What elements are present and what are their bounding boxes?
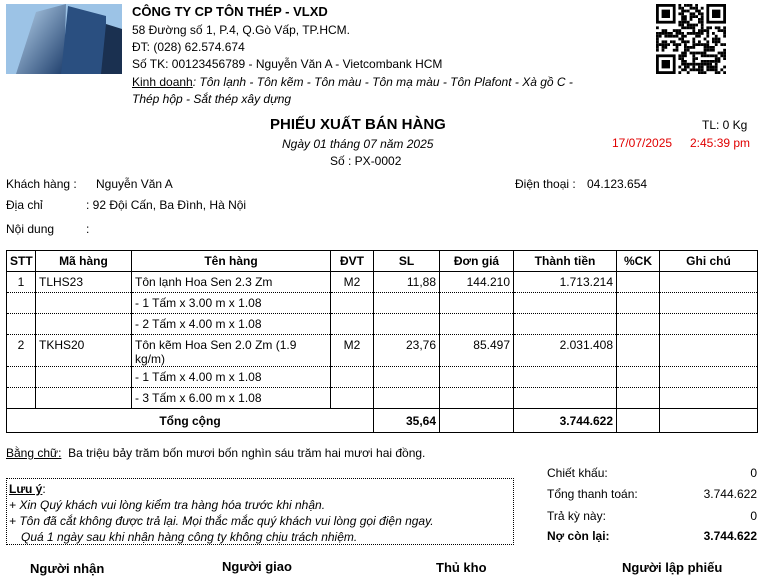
table-cell [660,335,758,367]
table-cell [440,388,514,409]
table-cell: M2 [331,272,374,293]
customer-address: : 92 Đội Cấn, Ba Đình, Hà Nội [86,198,247,212]
summary-total: Tổng thanh toán: 3.744.622 [547,487,757,501]
table-cell [331,293,374,314]
table-cell [36,388,132,409]
company-account: Số TK: 00123456789 - Nguyễn Văn A - Vietcombank HCM [132,57,443,71]
table-cell [660,272,758,293]
table-row [7,293,758,314]
table-cell [331,367,374,388]
total-weight: TL: 0 Kg [702,118,748,132]
column-header: STT [7,251,36,272]
table-cell [660,409,758,433]
company-address: 58 Đường số 1, P.4, Q.Gò Vấp, TP.HCM. [132,23,351,37]
table-cell [36,293,132,314]
doc-date: Ngày 01 tháng 07 năm 2025 [282,137,434,151]
table-cell [374,388,440,409]
print-date: 17/07/2025 [612,136,673,150]
table-cell [7,314,36,335]
table-row [7,367,758,388]
column-header: Ghi chú [660,251,758,272]
table-cell: M2 [331,335,374,367]
print-time: 2:45:39 pm [690,136,751,150]
table-row [7,314,758,335]
table-cell: - 2 Tấm x 4.00 m x 1.08 [132,314,331,335]
table-cell [617,409,660,433]
note-line: Quá 1 ngày sau khi nhận hàng công ty không chịu trách nhiệm. [21,530,358,544]
table-cell [440,367,514,388]
table-cell [617,314,660,335]
total-qty: 35,64 [374,409,440,433]
signature-receiver: Người nhận [30,561,105,576]
table-cell: 11,88 [374,272,440,293]
table-cell [660,367,758,388]
table-cell [660,293,758,314]
company-name: CÔNG TY CP TÔN THÉP - VLXD [132,4,328,19]
table-cell [7,367,36,388]
table-cell [374,293,440,314]
table-cell [440,409,514,433]
column-header: Thành tiền [514,251,617,272]
column-header: %CK [617,251,660,272]
signature-creator: Người lập phiếu [622,560,723,575]
table-cell [514,293,617,314]
table-cell [331,388,374,409]
table-cell [440,314,514,335]
total-label: Tổng cộng [7,409,374,433]
customer-phone: 04.123.654 [587,177,648,191]
table-cell: 2 [7,335,36,367]
table-cell [374,314,440,335]
table-cell [617,388,660,409]
table-cell: 2.031.408 [514,335,617,367]
table-cell [440,293,514,314]
table-cell [514,388,617,409]
address-label: Địa chỉ [6,198,43,212]
table-cell [660,388,758,409]
qr-code [656,4,726,74]
signature-warehouse: Thủ kho [436,560,487,575]
summary-balance: Nợ còn lại: 3.744.622 [547,529,757,543]
table-cell: TKHS20 [36,335,132,367]
column-header: Đơn giá [440,251,514,272]
note-line: + Xin Quý khách vui lòng kiểm tra hàng hóa trước khi nhận. [9,498,326,512]
note-line: + Tôn đã cắt không được trả lại. Mọi thắc mắc quý khách vui lòng gọi điện ngay. [9,514,434,528]
total-amount: 3.744.622 [514,409,617,433]
column-header: Tên hàng [132,251,331,272]
page-title: PHIẾU XUẤT BÁN HÀNG [270,116,446,133]
column-header: ĐVT [331,251,374,272]
column-header: Mã hàng [36,251,132,272]
table-cell [514,367,617,388]
table-cell: - 1 Tấm x 4.00 m x 1.08 [132,367,331,388]
table-cell [374,367,440,388]
doc-number: Số : PX-0002 [330,154,402,168]
total-row [7,409,758,433]
table-cell: - 1 Tấm x 3.00 m x 1.08 [132,293,331,314]
company-phone: ĐT: (028) 62.574.674 [132,40,245,54]
phone-label: Điện thoại : [515,177,576,191]
table-cell [331,314,374,335]
table-cell [514,314,617,335]
customer-name: Nguyễn Văn A [96,177,173,191]
table-cell: 23,76 [374,335,440,367]
business-line-2: Thép hộp - Sắt thép xây dựng [132,92,292,106]
table-cell [7,388,36,409]
signature-deliverer: Người giao [222,559,292,574]
table-cell: TLHS23 [36,272,132,293]
table-cell: Tôn kẽm Hoa Sen 2.0 Zm (1.9 kg/m) [132,335,331,367]
table-cell: 1.713.214 [514,272,617,293]
table-cell [617,293,660,314]
table-cell [617,272,660,293]
company-logo [6,4,122,74]
business-line: Kinh doanh: Tôn lạnh - Tôn kẽm - Tôn màu - Tôn mạ màu - Tôn Plafont - Xà gồ C - [132,75,573,89]
table-cell [660,314,758,335]
table-cell: 85.497 [440,335,514,367]
table-row [7,388,758,409]
table-cell: - 3 Tấm x 6.00 m x 1.08 [132,388,331,409]
table-cell [36,314,132,335]
table-cell [617,367,660,388]
summary-discount: Chiết khấu: 0 [547,466,757,480]
items-table [6,250,758,433]
summary-paid: Trả kỳ này: 0 [547,509,757,523]
table-row [7,335,758,367]
content-value: : [86,222,90,236]
table-cell: Tôn lạnh Hoa Sen 2.3 Zm [132,272,331,293]
note-box: Lưu ý: + Xin Quý khách vui lòng kiểm tra hàng hóa trước khi nhận. + Tôn đã cắt không được trả lại. Mọi thắc mắc quý khách vui lòng gọi điện ngay. Quá 1 ngày sau khi nhận hàng công ty không chịu trách nhiệm. [6,478,514,545]
table-row [7,272,758,293]
content-label: Nội dung [6,222,55,236]
amount-in-words: Bằng chữ: Ba triệu bảy trăm bốn mươi bốn nghìn sáu trăm hai mươi hai đồng. [6,446,426,460]
customer-label: Khách hàng : [6,177,77,191]
table-cell [7,293,36,314]
table-cell: 144.210 [440,272,514,293]
table-cell [36,367,132,388]
table-cell: 1 [7,272,36,293]
table-cell [617,335,660,367]
column-header: SL [374,251,440,272]
